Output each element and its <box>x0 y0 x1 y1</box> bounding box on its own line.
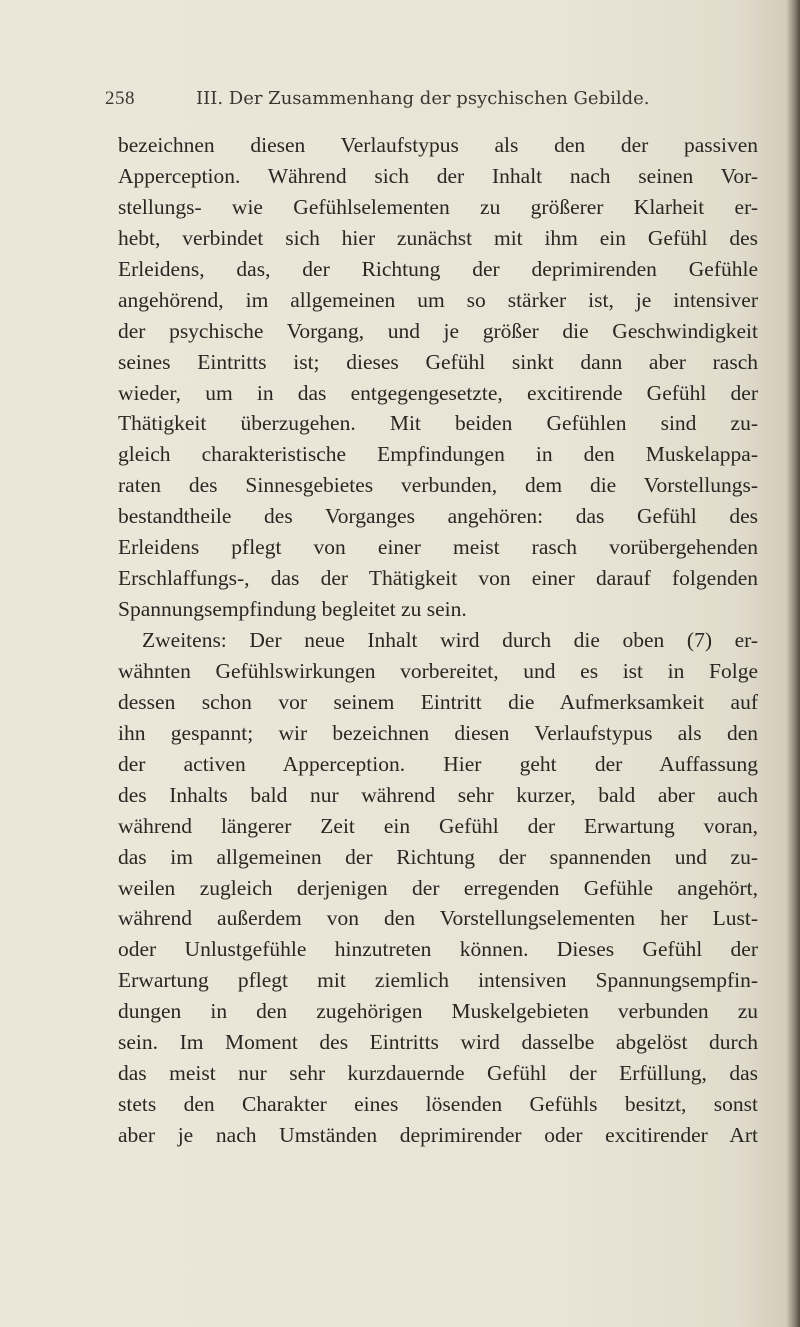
text-line: angehörend, im allgemeinen um so stärker ist, je intensiver <box>118 287 758 312</box>
text-line: Thätigkeit überzugehen. Mit beiden Gefühlen sind zu- <box>118 411 758 436</box>
text-line: bestandtheile des Vorganges angehören: das Gefühl des <box>118 504 758 529</box>
page-header <box>105 88 745 116</box>
running-head: III. Der Zusammenhang der psychischen Gebilde. <box>196 88 650 109</box>
text-line: Erwartung pflegt mit ziemlich intensiven Spannungsempfin- <box>118 968 758 993</box>
text-line: das meist nur sehr kurzdauernde Gefühl der Erfüllung, das <box>118 1061 758 1086</box>
text-line: dessen schon vor seinem Eintritt die Aufmerksamkeit auf <box>118 689 758 714</box>
text-line: hebt, verbindet sich hier zunächst mit ihm ein Gefühl des <box>118 225 758 250</box>
text-line: Erleidens pflegt von einer meist rasch vorübergehenden <box>118 535 758 560</box>
text-line: aber je nach Umständen deprimirender oder excitirender Art <box>118 1123 758 1147</box>
text-line: ihn gespannt; wir bezeichnen diesen Verlaufstypus als den <box>118 720 758 745</box>
text-line: Apperception. Während sich der Inhalt nach seinen Vor- <box>118 163 758 188</box>
page-edge-shadow <box>786 0 800 1327</box>
text-line: wieder, um in das entgegengesetzte, excitirende Gefühl der <box>118 380 758 405</box>
text-line: gleich charakteristische Empfindungen in den Muskelappa- <box>118 442 758 467</box>
text-line: während außerdem von den Vorstellungselementen her Lust- <box>118 906 758 931</box>
text-line: während längerer Zeit ein Gefühl der Erwartung voran, <box>118 813 758 838</box>
text-line: bezeichnen diesen Verlaufstypus als den der passiven <box>118 133 758 157</box>
text-line: dungen in den zugehörigen Muskelgebieten verbunden zu <box>118 999 758 1024</box>
text-line: oder Unlustgefühle hinzutreten können. Dieses Gefühl der <box>118 937 758 962</box>
text-line: seines Eintritts ist; dieses Gefühl sinkt dann aber rasch <box>118 349 758 374</box>
text-line: weilen zugleich derjenigen der erregenden Gefühle angehört, <box>118 875 758 900</box>
paragraph-start-line: Zweitens: Der neue Inhalt wird durch die oben (7) er- <box>142 628 758 652</box>
text-line: Erschlaffungs-, das der Thätigkeit von einer darauf folgenden <box>118 566 758 591</box>
text-line: der psychische Vorgang, und je größer die Geschwindigkeit <box>118 318 758 343</box>
text-line: wähnten Gefühlswirkungen vorbereitet, und es ist in Folge <box>118 658 758 683</box>
text-line: stets den Charakter eines lösenden Gefühls besitzt, sonst <box>118 1092 758 1117</box>
text-line: Erleidens, das, der Richtung der deprimirenden Gefühle <box>118 256 758 281</box>
text-line: das im allgemeinen der Richtung der spannenden und zu- <box>118 844 758 869</box>
text-line: des Inhalts bald nur während sehr kurzer, bald aber auch <box>118 782 758 807</box>
page-number: 258 <box>105 88 135 109</box>
text-line: stellungs- wie Gefühlselementen zu größerer Klarheit er- <box>118 194 758 219</box>
text-line: raten des Sinnesgebietes verbunden, dem die Vorstellungs- <box>118 473 758 498</box>
text-line: sein. Im Moment des Eintritts wird dasselbe abgelöst durch <box>118 1030 758 1055</box>
paragraph-end-line: Spannungsempfindung begleitet zu sein. <box>118 597 467 622</box>
text-line: der activen Apperception. Hier geht der Auffassung <box>118 751 758 776</box>
body-text <box>118 130 758 1151</box>
